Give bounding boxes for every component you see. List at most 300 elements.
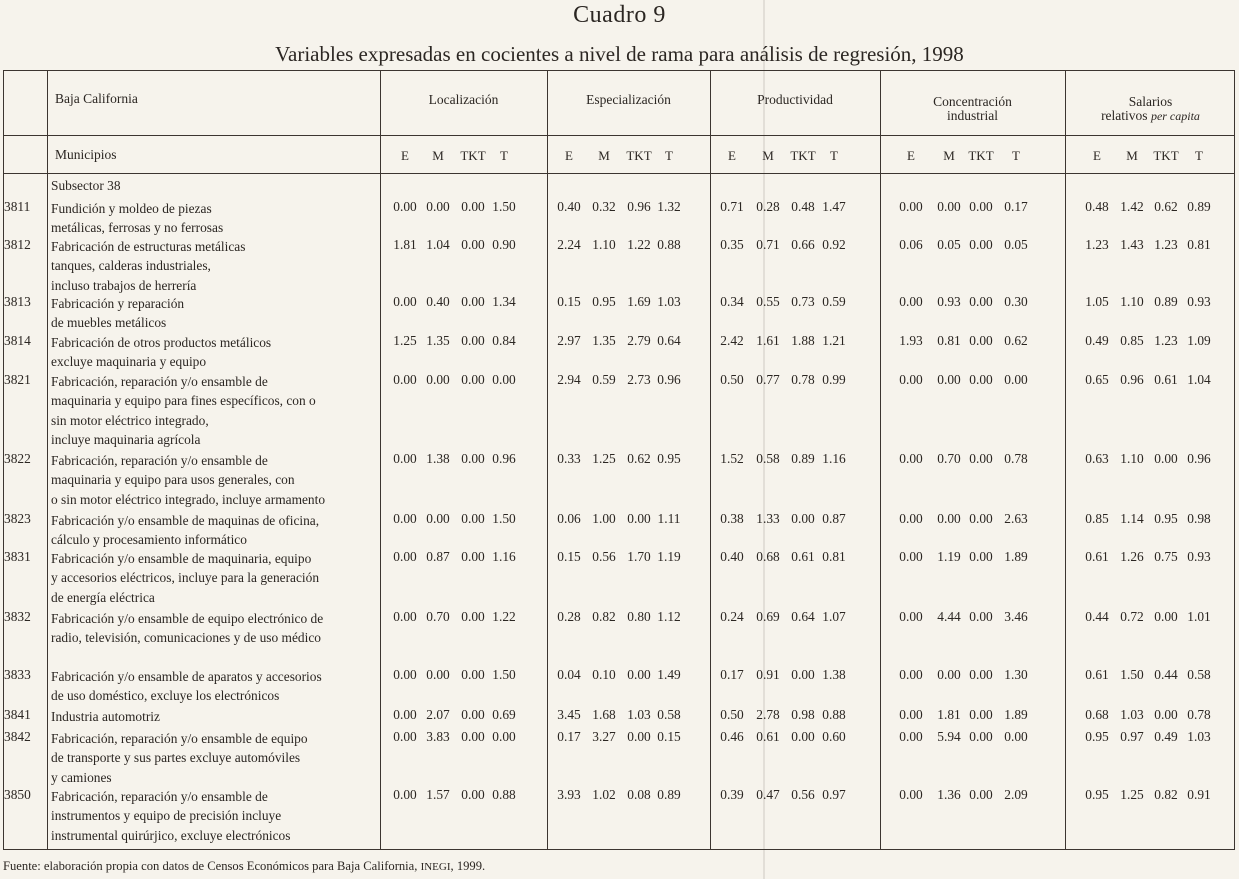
table-cell: 0.68 — [1085, 707, 1109, 722]
table-cell: 0.00 — [937, 199, 961, 214]
table-cell: 2.09 — [1004, 787, 1028, 802]
table-cell: 0.00 — [461, 237, 485, 252]
row-description-line: Fabricación y/o ensamble de aparatos y accesorios — [51, 669, 322, 684]
table-cell: 0.00 — [393, 372, 417, 387]
table-cell: 0.00 — [461, 511, 485, 526]
table-cell: 0.62 — [627, 451, 651, 466]
table-cell: 0.82 — [1154, 787, 1178, 802]
table-cell: 1.88 — [791, 333, 815, 348]
subcolumn-header: T — [1195, 148, 1203, 163]
subcolumn-header: M — [598, 148, 610, 163]
table-cell: 0.00 — [969, 199, 993, 214]
table-cell: 0.89 — [791, 451, 815, 466]
row-description-line: incluso trabajos de herrería — [51, 277, 197, 293]
table-cell: 1.23 — [1154, 333, 1178, 348]
row-description-line: incluye maquinaria agrícola — [51, 431, 201, 447]
subcolumn-header: T — [500, 148, 508, 163]
table-cell: 0.00 — [899, 609, 923, 624]
table-cell: 0.61 — [1085, 667, 1109, 682]
table-cell: 0.58 — [756, 451, 780, 466]
group-header-line1: Productividad — [757, 92, 833, 107]
row-description-line: Fabricación, reparación y/o ensamble de — [51, 374, 268, 389]
table-cell: 0.85 — [1120, 333, 1144, 348]
table-cell: 0.64 — [657, 333, 681, 348]
table-cell: 1.03 — [657, 294, 681, 309]
row-code: 3832 — [4, 609, 31, 624]
subcolumn-header: TKT — [968, 148, 994, 163]
row-description — [51, 333, 271, 372]
table-cell: 2.78 — [756, 707, 780, 722]
table-cell: 1.12 — [657, 609, 681, 624]
table-cell: 1.47 — [822, 199, 846, 214]
table-cell: 3.83 — [426, 729, 450, 744]
table-cell: 0.73 — [791, 294, 815, 309]
table-cell: 1.02 — [592, 787, 616, 802]
table-cell: 0.91 — [1187, 787, 1211, 802]
table-cell: 0.00 — [969, 787, 993, 802]
table-cell: 0.70 — [426, 609, 450, 624]
table-cell: 0.77 — [756, 372, 780, 387]
row-description — [51, 609, 323, 648]
table-cell: 0.93 — [1187, 549, 1211, 564]
table-cell: 0.96 — [657, 372, 681, 387]
row-code: 3813 — [4, 294, 31, 309]
table-cell: 0.71 — [720, 199, 744, 214]
table-cell: 0.99 — [822, 372, 846, 387]
table-cell: 0.00 — [461, 787, 485, 802]
row-description-line: sin motor eléctrico integrado, — [51, 412, 209, 428]
table-cell: 0.62 — [1004, 333, 1028, 348]
table-cell: 1.32 — [657, 199, 681, 214]
group-header-line1: Salarios — [1128, 94, 1173, 109]
table-cell: 0.00 — [461, 609, 485, 624]
table-cell: 0.24 — [720, 609, 744, 624]
table-cell: 1.57 — [426, 787, 450, 802]
table-cell: 0.96 — [1187, 451, 1211, 466]
table-cell: 1.19 — [937, 549, 961, 564]
row-description — [51, 372, 316, 449]
table-cell: 0.00 — [393, 729, 417, 744]
row-description — [51, 707, 160, 726]
table-cell: 0.59 — [592, 372, 616, 387]
table-cell: 1.35 — [592, 333, 616, 348]
table-cell: 0.75 — [1154, 549, 1178, 564]
row-description-line: o sin motor eléctrico integrado, incluye armamento — [51, 491, 326, 507]
subcolumn-header: TKT — [1153, 148, 1179, 163]
row-description — [51, 549, 319, 607]
row-code: 3814 — [4, 333, 31, 348]
table-cell: 1.81 — [393, 237, 417, 252]
group-divider — [1065, 71, 1066, 849]
table-cell: 0.49 — [1085, 333, 1109, 348]
group-header — [880, 95, 1065, 123]
table-cell: 1.36 — [937, 787, 961, 802]
row-description-line: cálculo y procesamiento informático — [51, 532, 247, 548]
table-cell: 0.91 — [756, 667, 780, 682]
row-description-line: de energía eléctrica — [51, 589, 155, 605]
table-cell: 0.95 — [1085, 729, 1109, 744]
table-cell: 0.00 — [899, 707, 923, 722]
table-cell: 0.00 — [969, 333, 993, 348]
municipios-heading: Municipios — [55, 147, 117, 162]
row-description-line: de uso doméstico, excluye los electrónicos — [51, 688, 280, 704]
table-cell: 1.03 — [627, 707, 651, 722]
table-cell: 5.94 — [937, 729, 961, 744]
table-cell: 0.61 — [791, 549, 815, 564]
table-cell: 1.50 — [492, 511, 516, 526]
table-cell: 0.00 — [899, 549, 923, 564]
table-cell: 0.58 — [1187, 667, 1211, 682]
table-cell: 0.17 — [720, 667, 744, 682]
group-header — [380, 93, 547, 107]
table-cell: 0.48 — [1085, 199, 1109, 214]
table-cell: 0.69 — [492, 707, 516, 722]
table-cell: 0.00 — [899, 294, 923, 309]
subcolumn-header: T — [665, 148, 673, 163]
table-cell: 0.00 — [426, 511, 450, 526]
table-cell: 1.33 — [756, 511, 780, 526]
row-description — [51, 787, 290, 845]
table-cell: 0.00 — [426, 667, 450, 682]
table-cell: 1.68 — [592, 707, 616, 722]
group-divider — [710, 71, 711, 849]
row-code: 3833 — [4, 667, 31, 682]
group-header — [710, 93, 880, 107]
table-cell: 1.10 — [1120, 294, 1144, 309]
table-cell: 1.22 — [492, 609, 516, 624]
table-cell: 0.40 — [426, 294, 450, 309]
table-cell: 0.93 — [1187, 294, 1211, 309]
group-divider — [547, 71, 548, 849]
table-cell: 0.88 — [657, 237, 681, 252]
table-cell: 0.28 — [756, 199, 780, 214]
table-cell: 0.95 — [1154, 511, 1178, 526]
table-cell: 1.93 — [899, 333, 923, 348]
group-header — [547, 93, 710, 107]
table-cell: 2.79 — [627, 333, 651, 348]
table-cell: 0.00 — [899, 451, 923, 466]
table-cell: 0.00 — [899, 372, 923, 387]
group-header-line2: industrial — [947, 108, 998, 123]
table-cell: 0.89 — [1187, 199, 1211, 214]
table-cell: 0.40 — [720, 549, 744, 564]
table-cell: 1.38 — [822, 667, 846, 682]
table-cell: 0.96 — [627, 199, 651, 214]
table-cell: 0.00 — [461, 333, 485, 348]
subcolumn-header: TKT — [460, 148, 486, 163]
table-cell: 1.04 — [426, 237, 450, 252]
table-cell: 1.07 — [822, 609, 846, 624]
table-cell: 0.00 — [393, 707, 417, 722]
row-description-line: radio, televisión, comunicaciones y de uso médico — [51, 630, 321, 646]
table-cell: 0.00 — [1154, 451, 1178, 466]
table-cell: 0.39 — [720, 787, 744, 802]
table-cell: 0.00 — [969, 372, 993, 387]
table-cell: 0.00 — [899, 511, 923, 526]
table-cell: 1.50 — [492, 199, 516, 214]
table-cell: 0.47 — [756, 787, 780, 802]
row-description-line: y camiones — [51, 769, 112, 785]
table-cell: 1.38 — [426, 451, 450, 466]
subcolumn-header: T — [830, 148, 838, 163]
table-cell: 0.72 — [1120, 609, 1144, 624]
table-cell: 0.15 — [657, 729, 681, 744]
row-description-line: Fabricación, reparación y/o ensamble de — [51, 789, 268, 804]
header-rule — [4, 135, 1234, 136]
row-description-line: instrumentos y equipo de precisión incluye — [51, 808, 282, 824]
table-cell: 1.81 — [937, 707, 961, 722]
row-code: 3811 — [4, 199, 31, 214]
row-description — [51, 294, 184, 333]
subsector-label: Subsector 38 — [51, 178, 121, 193]
table-cell: 0.55 — [756, 294, 780, 309]
group-header-italic: per capita — [1150, 109, 1200, 123]
table-cell: 0.78 — [1004, 451, 1028, 466]
table-cell: 0.04 — [557, 667, 581, 682]
row-description-line: Fabricación y reparación — [51, 296, 185, 311]
table-cell: 0.46 — [720, 729, 744, 744]
table-cell: 0.00 — [969, 451, 993, 466]
table-cell: 0.50 — [720, 707, 744, 722]
table-cell: 0.97 — [822, 787, 846, 802]
table-cell: 1.42 — [1120, 199, 1144, 214]
row-description — [51, 667, 322, 706]
table-cell: 0.00 — [426, 372, 450, 387]
table-cell: 0.06 — [899, 237, 923, 252]
table-cell: 1.19 — [657, 549, 681, 564]
table-cell: 0.95 — [657, 451, 681, 466]
table-cell: 3.27 — [592, 729, 616, 744]
table-cell: 0.61 — [1085, 549, 1109, 564]
subcolumn-header: E — [728, 148, 736, 163]
subcolumn-header: M — [1126, 148, 1138, 163]
row-description — [51, 199, 223, 238]
row-description — [51, 729, 308, 787]
source-text: Fuente: elaboración propia con datos de Censos Económicos para Baja California, — [3, 859, 418, 873]
subcolumn-header: T — [1012, 148, 1020, 163]
row-code: 3831 — [4, 549, 31, 564]
table-cell: 0.00 — [393, 199, 417, 214]
table-cell: 2.97 — [557, 333, 581, 348]
group-divider — [380, 71, 381, 849]
table-cell: 0.00 — [461, 294, 485, 309]
table-cell: 0.00 — [627, 667, 651, 682]
source-note — [3, 859, 485, 874]
table-cell: 1.23 — [1154, 237, 1178, 252]
table-cell: 0.05 — [937, 237, 961, 252]
subcolumn-header: E — [401, 148, 409, 163]
table-cell: 3.45 — [557, 707, 581, 722]
group-header-line2: relativos per capita — [1101, 108, 1200, 123]
table-cell: 0.44 — [1085, 609, 1109, 624]
table-cell: 0.00 — [937, 372, 961, 387]
table-cell: 1.09 — [1187, 333, 1211, 348]
table-cell: 0.61 — [756, 729, 780, 744]
subcolumn-header: TKT — [626, 148, 652, 163]
table-cell: 0.90 — [492, 237, 516, 252]
table-cell: 1.03 — [1187, 729, 1211, 744]
table-cell: 0.32 — [592, 199, 616, 214]
table-cell: 1.03 — [1120, 707, 1144, 722]
page-subtitle: Variables expresadas en cocientes a nivel de rama para análisis de regresión, 1998 — [275, 42, 964, 66]
table-cell: 0.93 — [937, 294, 961, 309]
table-cell: 0.66 — [791, 237, 815, 252]
table-cell: 2.42 — [720, 333, 744, 348]
table-cell: 0.87 — [426, 549, 450, 564]
table-cell: 0.61 — [1154, 372, 1178, 387]
table-cell: 0.95 — [1085, 787, 1109, 802]
table-cell: 2.94 — [557, 372, 581, 387]
table-cell: 0.34 — [720, 294, 744, 309]
table-cell: 0.00 — [393, 549, 417, 564]
table-cell: 0.48 — [791, 199, 815, 214]
table-cell: 1.22 — [627, 237, 651, 252]
header-rule — [4, 173, 1234, 174]
table-cell: 0.00 — [393, 667, 417, 682]
table-cell: 0.40 — [557, 199, 581, 214]
table-cell: 0.00 — [492, 729, 516, 744]
table-cell: 0.78 — [791, 372, 815, 387]
table-cell: 1.10 — [592, 237, 616, 252]
table-cell: 1.25 — [1120, 787, 1144, 802]
table-cell: 1.25 — [592, 451, 616, 466]
table-cell: 0.96 — [1120, 372, 1144, 387]
row-description-line: maquinaria y equipo para usos generales, con — [51, 472, 295, 488]
table-cell: 0.96 — [492, 451, 516, 466]
source-org: INEGI — [420, 861, 451, 873]
table-cell: 0.60 — [822, 729, 846, 744]
table-cell: 1.49 — [657, 667, 681, 682]
table-cell: 0.87 — [822, 511, 846, 526]
row-description-line: Fabricación, reparación y/o ensamble de equipo — [51, 731, 308, 746]
table-cell: 0.00 — [937, 511, 961, 526]
table-cell: 0.00 — [969, 294, 993, 309]
table-cell: 1.26 — [1120, 549, 1144, 564]
table-cell: 0.00 — [393, 451, 417, 466]
table-cell: 0.00 — [461, 729, 485, 744]
table-cell: 0.00 — [393, 787, 417, 802]
row-code: 3823 — [4, 511, 31, 526]
table-cell: 0.05 — [1004, 237, 1028, 252]
table-cell: 2.24 — [557, 237, 581, 252]
table-cell: 0.08 — [627, 787, 651, 802]
table-cell: 0.00 — [899, 787, 923, 802]
subcolumn-header: M — [432, 148, 444, 163]
table-cell: 0.68 — [756, 549, 780, 564]
table-cell: 0.69 — [756, 609, 780, 624]
table-cell: 1.50 — [1120, 667, 1144, 682]
code-column-divider — [47, 71, 48, 849]
table-cell: 0.00 — [393, 294, 417, 309]
table-cell: 0.50 — [720, 372, 744, 387]
table-cell: 0.00 — [426, 199, 450, 214]
table-cell: 0.00 — [899, 667, 923, 682]
table-cell: 1.01 — [1187, 609, 1211, 624]
table-cell: 1.35 — [426, 333, 450, 348]
table-cell: 1.89 — [1004, 707, 1028, 722]
table-cell: 0.17 — [557, 729, 581, 744]
table-cell: 0.00 — [461, 451, 485, 466]
table-cell: 0.98 — [1187, 511, 1211, 526]
table-cell: 0.33 — [557, 451, 581, 466]
table-cell: 1.89 — [1004, 549, 1028, 564]
table-cell: 1.25 — [393, 333, 417, 348]
row-description-line: de transporte y sus partes excluye automóviles — [51, 750, 301, 766]
subcolumn-header: E — [907, 148, 915, 163]
table-cell: 0.00 — [969, 237, 993, 252]
row-description — [51, 237, 245, 295]
row-description — [51, 511, 319, 550]
table-cell: 0.00 — [969, 549, 993, 564]
table-cell: 0.00 — [899, 199, 923, 214]
table-cell: 0.89 — [657, 787, 681, 802]
table-cell: 0.78 — [1187, 707, 1211, 722]
subcolumn-header: M — [762, 148, 774, 163]
table-cell: 0.80 — [627, 609, 651, 624]
row-description-line: de muebles metálicos — [51, 315, 167, 331]
table-cell: 2.63 — [1004, 511, 1028, 526]
row-description-line: Fabricación, reparación y/o ensamble de — [51, 453, 268, 468]
table-cell: 2.73 — [627, 372, 651, 387]
table-cell: 0.30 — [1004, 294, 1028, 309]
table-cell: 1.00 — [592, 511, 616, 526]
table-cell: 0.00 — [1154, 707, 1178, 722]
table-cell: 0.65 — [1085, 372, 1109, 387]
subcolumn-header: TKT — [790, 148, 816, 163]
table-cell: 0.00 — [1154, 609, 1178, 624]
table-cell: 3.46 — [1004, 609, 1028, 624]
row-description-line: Fabricación de estructuras metálicas — [51, 239, 246, 254]
table-cell: 0.59 — [822, 294, 846, 309]
table-cell: 0.00 — [791, 511, 815, 526]
row-description-line: Fundición y moldeo de piezas — [51, 201, 212, 216]
row-description-line: Fabricación y/o ensamble de equipo electrónico de — [51, 611, 324, 626]
table-cell: 0.00 — [461, 199, 485, 214]
table-cell: 0.49 — [1154, 729, 1178, 744]
row-code: 3841 — [4, 707, 31, 722]
table-cell: 0.38 — [720, 511, 744, 526]
table-cell: 0.00 — [791, 667, 815, 682]
table-cell: 0.58 — [657, 707, 681, 722]
table-cell: 0.00 — [969, 609, 993, 624]
state-heading: Baja California — [55, 91, 138, 106]
table-cell: 0.00 — [1004, 372, 1028, 387]
table-cell: 0.88 — [822, 707, 846, 722]
table-cell: 2.07 — [426, 707, 450, 722]
table-cell: 1.05 — [1085, 294, 1109, 309]
table-cell: 0.00 — [461, 667, 485, 682]
table-cell: 0.84 — [492, 333, 516, 348]
table-cell: 0.00 — [791, 729, 815, 744]
table-cell: 0.00 — [1004, 729, 1028, 744]
table-cell: 0.10 — [592, 667, 616, 682]
table-cell: 0.56 — [592, 549, 616, 564]
table-cell: 3.93 — [557, 787, 581, 802]
table-cell: 1.16 — [822, 451, 846, 466]
table-cell: 1.21 — [822, 333, 846, 348]
row-description-line: Fabricación y/o ensamble de maquinas de oficina, — [51, 513, 320, 528]
source-year: , 1999. — [450, 859, 486, 873]
table-cell: 0.00 — [461, 549, 485, 564]
table-cell: 0.00 — [393, 511, 417, 526]
table-cell: 0.95 — [592, 294, 616, 309]
table-cell: 1.16 — [492, 549, 516, 564]
table-cell: 1.11 — [657, 511, 681, 526]
table-cell: 0.81 — [822, 549, 846, 564]
table-cell: 0.28 — [557, 609, 581, 624]
subcolumn-header: E — [1093, 148, 1101, 163]
row-code: 3850 — [4, 787, 31, 802]
